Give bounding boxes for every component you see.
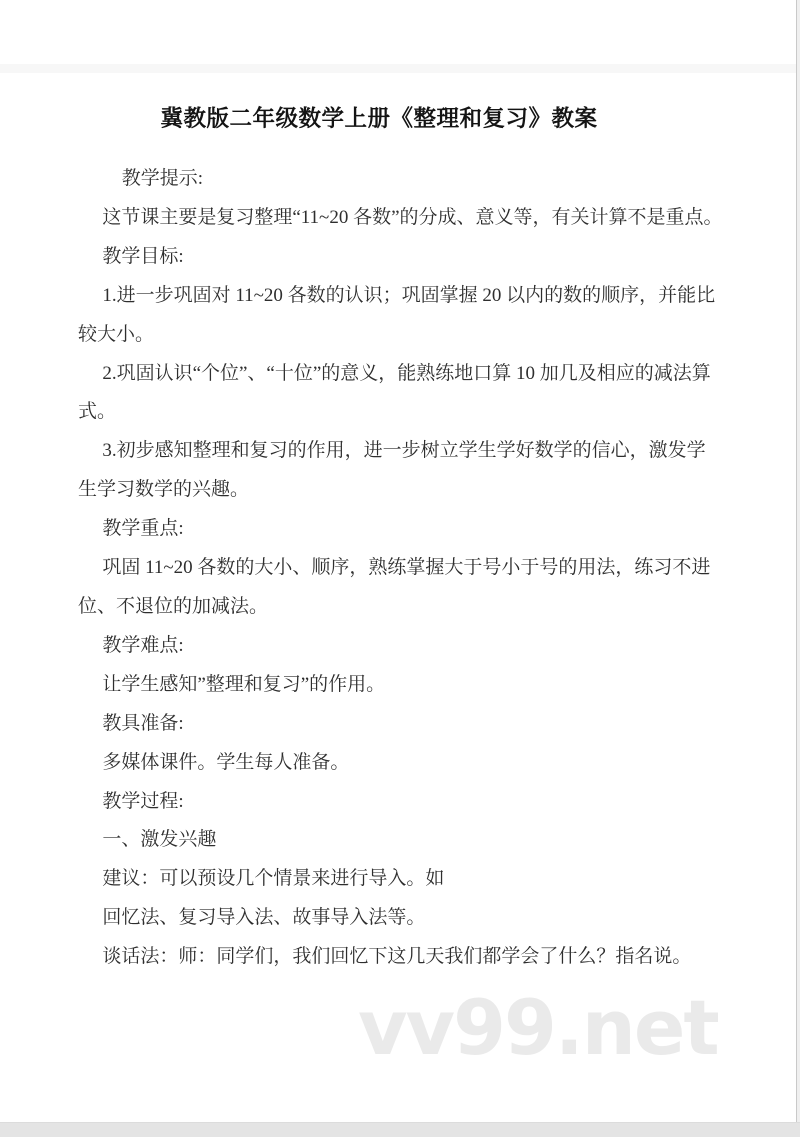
document-body: [78, 160, 723, 977]
paragraph: 巩固 11~20 各数的大小、顺序，熟练掌握大于号小于号的用法，练习不进位、不退位的加减法。: [78, 557, 711, 617]
paragraph: 多媒体课件。学生每人准备。: [102, 751, 350, 773]
paragraph: 1.进一步巩固对 11~20 各数的认识；巩固掌握 20 以内的数的顺序，并能比较大小。: [78, 284, 716, 345]
section-heading: 教学重点:: [102, 518, 184, 540]
section-heading: 教学目标:: [102, 245, 184, 267]
paragraph: 2.巩固认识“个位”、“十位”的意义，能熟练地口算 10 加几及相应的减法算式。: [78, 362, 711, 423]
paragraph: 一、激发兴趣: [102, 829, 217, 851]
viewer-bottom-band: [0, 1122, 800, 1137]
section-heading: 教学过程:: [102, 790, 184, 812]
paragraph: 3.初步感知整理和复习的作用，进一步树立学生学好数学的信心，激发学生学习数学的兴趣。: [78, 440, 706, 501]
paragraph: 这节课主要是复习整理“11~20 各数”的分成、意义等，有关计算不是重点。: [102, 206, 723, 228]
paragraph: 让学生感知”整理和复习”的作用。: [102, 673, 386, 695]
document-title: 冀教版二年级数学上册《整理和复习》教案: [160, 106, 598, 133]
section-heading: 教学提示:: [121, 168, 203, 189]
section-heading: 教具准备:: [102, 712, 184, 734]
paragraph: 谈话法：师：同学们，我们回忆下这几天我们都学会了什么？指名说。: [102, 946, 692, 968]
watermark-text: vv99.net: [358, 983, 718, 1072]
paragraph: 建议：可以预设几个情景来进行导入。如: [102, 868, 445, 890]
paragraph: 回忆法、复习导入法、故事导入法等。: [102, 907, 426, 929]
section-heading: 教学难点:: [102, 634, 184, 656]
page-top-shade: [0, 64, 796, 73]
